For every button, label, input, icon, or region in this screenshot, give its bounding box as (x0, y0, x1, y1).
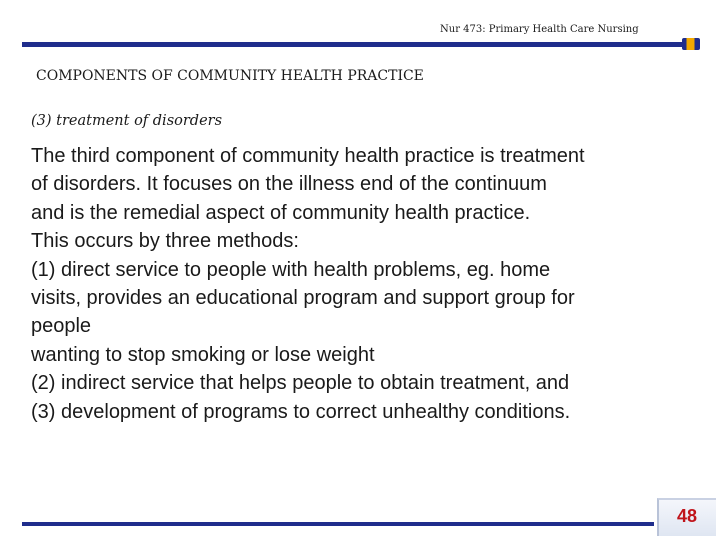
bottom-divider-rule (22, 522, 654, 526)
body-line: (2) indirect service that helps people to obtain treatment, and (31, 372, 570, 395)
body-text (31, 142, 711, 426)
section-title: COMPONENTS OF COMMUNITY HEALTH PRACTICE (36, 68, 424, 84)
body-line: (1) direct service to people with health problems, eg. home (31, 258, 551, 281)
ornament-icon (682, 38, 700, 50)
body-line: The third component of community health practice is treatment (31, 145, 585, 167)
page-number: 48 (676, 506, 698, 526)
subsection-title: (3) treatment of disorders (31, 113, 223, 129)
body-line: of disorders. It focuses on the illness end of the continuum (31, 173, 547, 196)
header-course-title: Nur 473: Primary Health Care Nursing (440, 24, 639, 35)
body-line: people (31, 315, 92, 338)
body-line: This occurs by three methods: (31, 230, 299, 253)
body-line: and is the remedial aspect of community health practice. (31, 201, 531, 224)
top-divider-rule (22, 42, 682, 47)
body-line: wanting to stop smoking or lose weight (31, 343, 375, 366)
body-line: (3) development of programs to correct unhealthy conditions. (31, 400, 571, 423)
body-line: visits, provides an educational program and support group for (31, 287, 575, 310)
